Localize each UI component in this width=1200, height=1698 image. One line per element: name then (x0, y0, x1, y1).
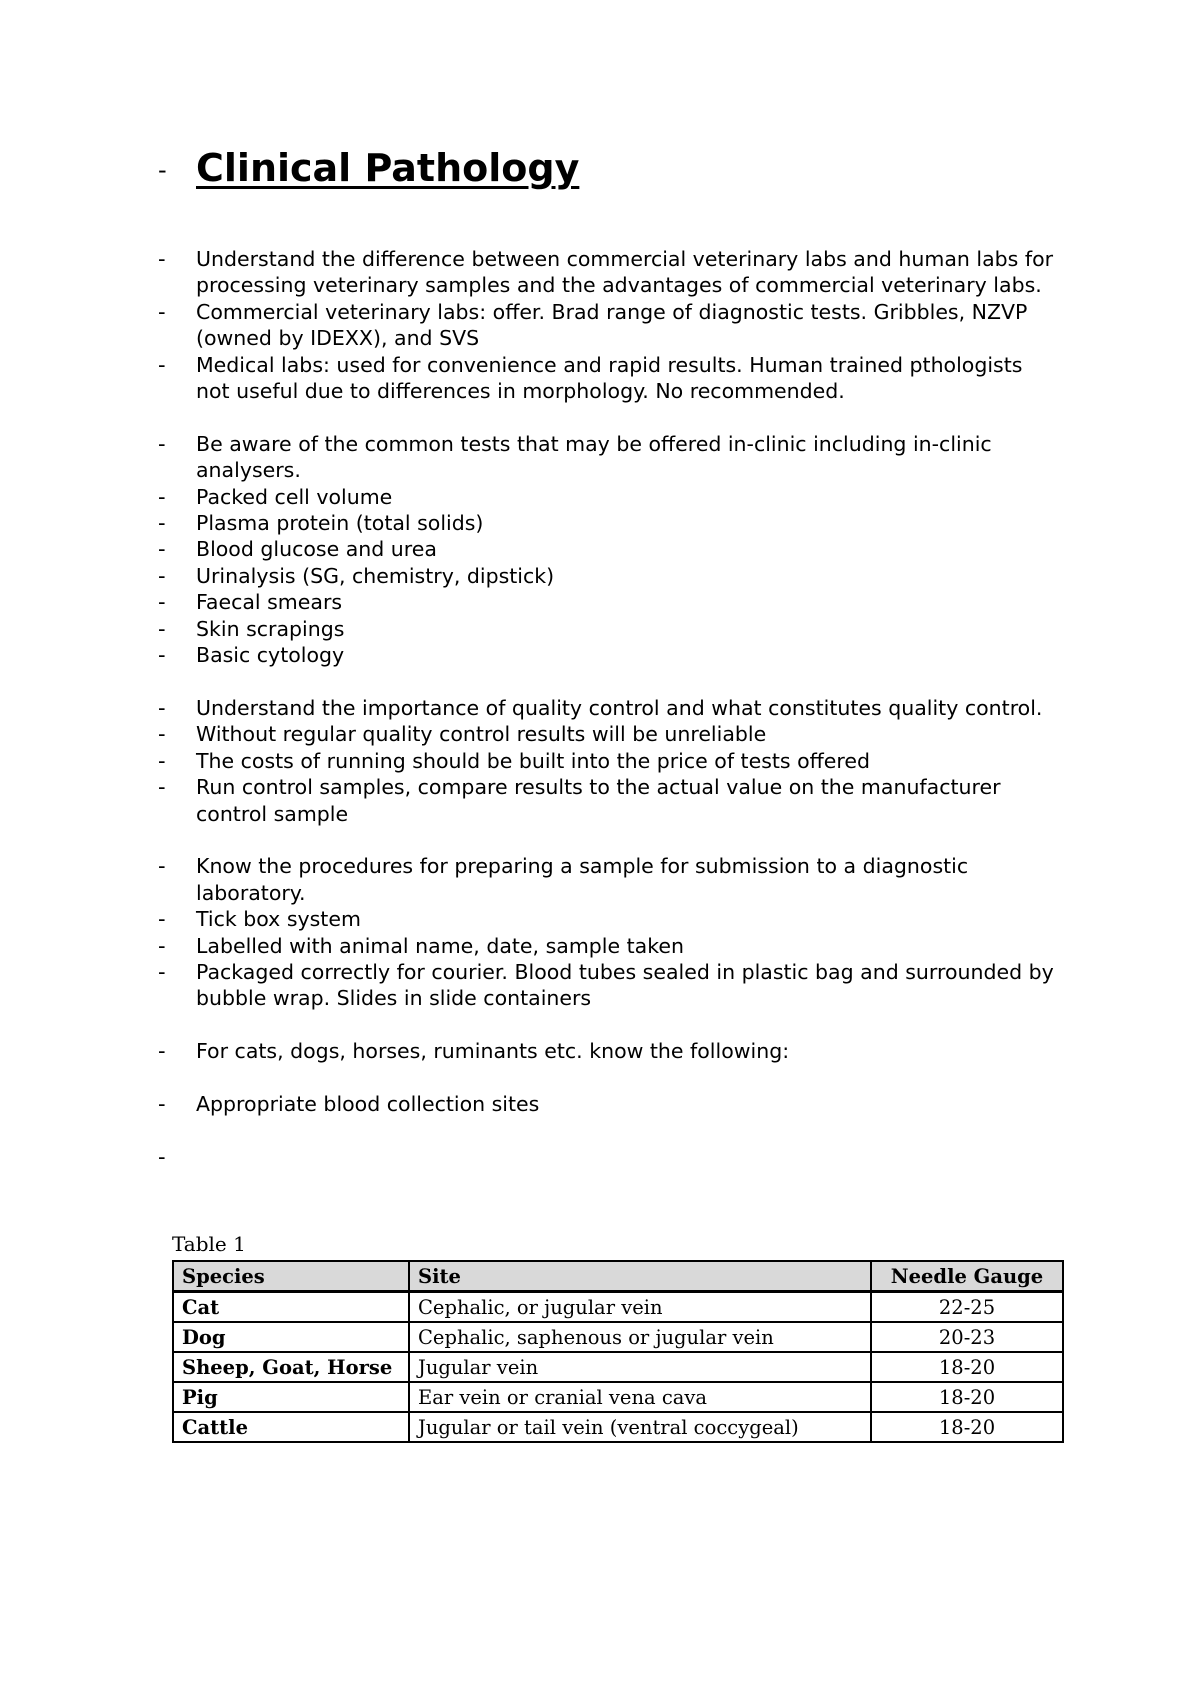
site-cell: Ear vein or cranial vena cava (409, 1382, 871, 1412)
table-row (173, 1292, 1063, 1323)
list-item: - Tick box system (158, 907, 361, 932)
list-item: - Blood glucose and urea (158, 537, 437, 562)
gauge-cell: 18-20 (871, 1412, 1063, 1442)
list-item: - Labelled with animal name, date, sample taken (158, 933, 684, 958)
bullet-dash: - (158, 156, 167, 184)
gauge-cell: 18-20 (871, 1382, 1063, 1412)
list-item: - Skin scrapings (158, 616, 345, 641)
column-header: Species (173, 1261, 409, 1292)
blood-collection-table (172, 1260, 1064, 1443)
list-item: - Without regular quality control results will be unreliable (158, 722, 767, 747)
table-row (173, 1412, 1063, 1442)
list-item: - Packed cell volume (158, 484, 393, 509)
list-item: - Appropriate blood collection sites (158, 1091, 540, 1116)
species-cell: Cat (173, 1292, 409, 1323)
species-cell: Cattle (173, 1412, 409, 1442)
table-header-row (173, 1261, 1063, 1292)
site-cell: Cephalic, saphenous or jugular vein (409, 1322, 871, 1352)
bullet-list: - Understand the difference between commercial veterinary labs and human labs for processing veterinary samples and the advantages of commercial veterinary labs. - Commercial veterinary labs: offer. Brad range of diagnostic tests. Gribbles, NZVP (owned by IDEXX), and SVS - Medical labs: used for convenience and rapid results. Human trained pthologists not useful due to differences in morphology. No recommended. - Be aware of the common tests that may be offered in-clinic including in-clinic analysers. - Packed cell volume - Plasma protein (total solids) - Blood glucose and urea - Urinalysis (SG, chemistry, dipstick) - Faecal smears - Skin scrapings - Basic cytology - Understand the importance of quality control and what constitutes quality control. - Without regular quality control results will be unreliable - The costs of running should be built into the price of tests offered - Run control samples, compare results to the actual value on the manufacturer control sample - Know the procedures for preparing a sample for submission to a diagnostic laboratory. - Tick box system - Labelled with animal name, date, sample taken - Packaged correctly for courier. Blood tubes sealed in plastic bag and surrounded by bubble wrap. Slides in slide containers - For cats, dogs, horses, ruminants etc. know the following: - Appropriate blood collection sites - (158, 246, 1058, 1144)
list-item: - Packaged correctly for courier. Blood tubes sealed in plastic bag and surrounded by bubble wrap. Slides in slide containers (158, 959, 1054, 1011)
site-cell: Jugular or tail vein (ventral coccygeal) (409, 1412, 871, 1442)
list-item: - For cats, dogs, horses, ruminants etc. know the following: (158, 1039, 790, 1064)
site-cell: Cephalic, or jugular vein (409, 1292, 871, 1323)
site-cell: Jugular vein (409, 1352, 871, 1382)
species-cell: Pig (173, 1382, 409, 1412)
list-item: - Commercial veterinary labs: offer. Brad range of diagnostic tests. Gribbles, NZVP (owned by IDEXX), and SVS (158, 299, 1028, 351)
page-title: Clinical Pathology (196, 146, 580, 190)
list-item: - Basic cytology (158, 643, 345, 668)
species-cell: Dog (173, 1322, 409, 1352)
list-item: - Know the procedures for preparing a sample for submission to a diagnostic laboratory. (158, 854, 969, 905)
list-item: - Medical labs: used for convenience and rapid results. Human trained pthologists not useful due to differences in morphology. No recommended. (158, 352, 1023, 404)
list-item: - Run control samples, compare results to the actual value on the manufacturer control sample (158, 775, 1001, 826)
table-row (173, 1382, 1063, 1412)
gauge-cell: 20-23 (871, 1322, 1063, 1352)
table-caption: Table 1 (172, 1232, 246, 1256)
list-item: - The costs of running should be built into the price of tests offered (158, 748, 870, 773)
table-row (173, 1322, 1063, 1352)
gauge-cell: 18-20 (871, 1352, 1063, 1382)
list-item: - Faecal smears (158, 590, 343, 615)
table-row (173, 1352, 1063, 1382)
column-header: Site (409, 1261, 871, 1292)
column-header: Needle Gauge (871, 1261, 1063, 1292)
species-cell: Sheep, Goat, Horse (173, 1352, 409, 1382)
list-item: - Urinalysis (SG, chemistry, dipstick) (158, 563, 555, 588)
list-item: - Understand the difference between commercial veterinary labs and human labs for processing veterinary samples and the advantages of commercial veterinary labs. (158, 247, 1054, 298)
list-item: - Plasma protein (total solids) (158, 511, 484, 536)
gauge-cell: 22-25 (871, 1292, 1063, 1323)
list-item: - Be aware of the common tests that may be offered in-clinic including in-clinic analysers. (158, 431, 992, 483)
list-item: - Understand the importance of quality control and what constitutes quality control. (158, 695, 1043, 720)
